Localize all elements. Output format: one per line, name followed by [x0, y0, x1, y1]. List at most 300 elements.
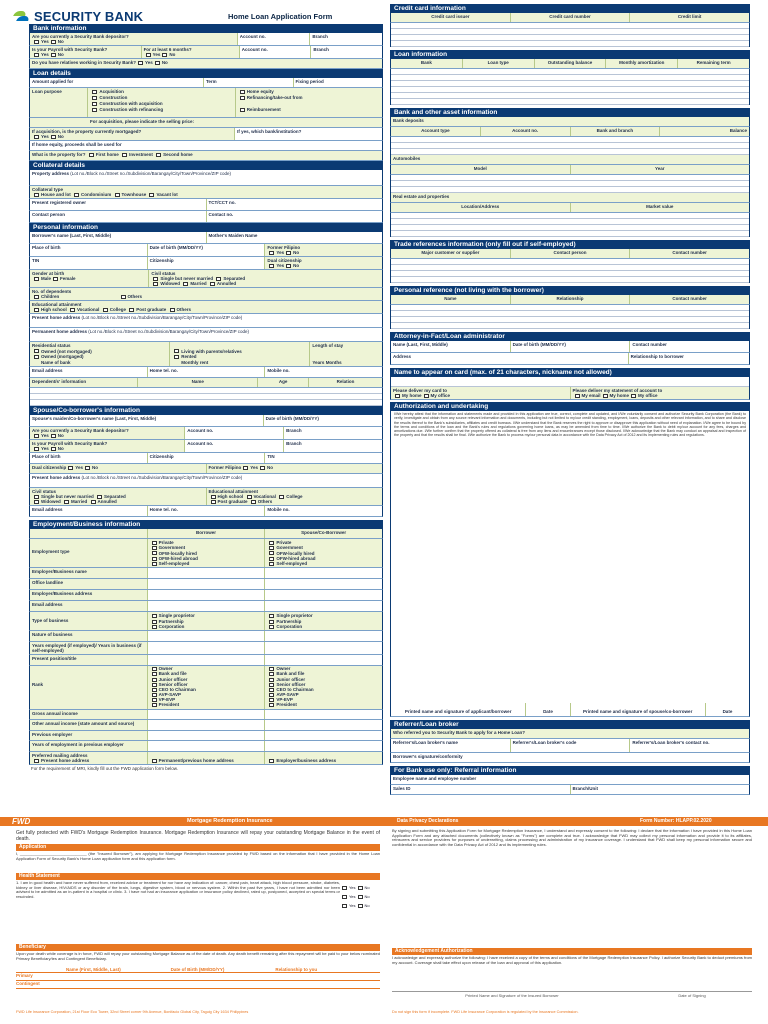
edu-checkbox[interactable]	[70, 308, 75, 312]
civil-checkbox[interactable]	[183, 282, 188, 286]
res-option: Owned (mortgaged)	[41, 354, 84, 359]
term-field[interactable]	[204, 78, 294, 87]
credit-card-lines[interactable]	[390, 23, 750, 47]
civil-option: Widowed	[160, 281, 181, 286]
position-field[interactable]	[148, 655, 266, 665]
dob-label: Date of birth (MM/DD/YY)	[149, 245, 203, 250]
position-label: Present position/title	[32, 656, 77, 662]
mobile-field[interactable]	[265, 367, 382, 377]
mailing-checkbox[interactable]	[269, 759, 274, 763]
res-checkbox[interactable]	[174, 355, 179, 359]
present-address-label: Present home address	[32, 315, 81, 320]
second-home-checkbox[interactable]	[156, 153, 161, 157]
spouse-civil-checkbox[interactable]	[34, 495, 39, 499]
loan-purpose-label: Loan purpose	[32, 89, 62, 94]
edu-checkbox[interactable]	[170, 308, 175, 312]
referrer-col[interactable]: Referrer's/Loan broker's contact no.	[630, 739, 749, 752]
attorney-name-field[interactable]	[391, 341, 511, 352]
statement-option: My office	[638, 393, 658, 398]
relatives-question: Do you have relatives working in Security Bank?	[32, 60, 137, 65]
spouse-edu-checkbox[interactable]	[247, 495, 252, 499]
date-label: Date	[543, 709, 553, 714]
emp-type-checkbox[interactable]	[269, 551, 274, 555]
edu-checkbox[interactable]	[129, 308, 134, 312]
loan-col: Monthly amortization	[606, 59, 678, 68]
loan-col: Outstanding balance	[535, 59, 607, 68]
years-label: Years	[312, 359, 325, 365]
relatives-no-checkbox[interactable]	[155, 61, 160, 65]
loan-info-lines[interactable]	[390, 69, 750, 105]
branch-unit-field[interactable]	[571, 785, 750, 794]
emp-email-field-spouse[interactable]	[265, 601, 382, 611]
spouse-account-field[interactable]	[185, 427, 284, 439]
emp-type-option: OFW-locally hired	[158, 550, 197, 556]
emp-type-checkbox[interactable]	[152, 557, 157, 561]
yes-label: Yes	[41, 52, 49, 57]
spouse-header: Spouse/Co-borrower's information	[29, 406, 383, 415]
health-yes-checkbox[interactable]	[342, 904, 347, 908]
former-filipino-yes-checkbox[interactable]	[269, 251, 274, 255]
biz-type-checkbox[interactable]	[152, 614, 157, 618]
branch-field[interactable]	[310, 33, 382, 45]
yes-label: Yes	[41, 134, 49, 139]
attorney-address-label: Address	[393, 354, 412, 359]
attorney-address-field[interactable]	[391, 353, 629, 364]
six-months-yes-checkbox[interactable]	[146, 53, 151, 57]
contact-person-label: Contact person	[32, 212, 66, 217]
borrower-col-label: Borrower	[196, 530, 217, 535]
biz-type-checkbox[interactable]	[269, 620, 274, 624]
male-label: Male	[41, 276, 52, 281]
dep-col-age: Age	[278, 379, 288, 384]
yes-label: Yes	[41, 39, 49, 44]
office-landline-field-spouse[interactable]	[265, 579, 382, 589]
rank-checkbox[interactable]	[269, 672, 274, 676]
civil-option: Married	[70, 499, 88, 504]
emp-type-checkbox[interactable]	[152, 541, 157, 545]
other-income-field[interactable]	[148, 720, 266, 730]
purpose-checkbox[interactable]	[92, 108, 97, 112]
primary-beneficiary-row[interactable]	[16, 973, 380, 981]
collateral-type-label: House and lot	[41, 192, 71, 197]
re-col: Location/Address	[391, 203, 571, 212]
ref-col: Name	[391, 295, 511, 304]
yes-label: Yes	[276, 250, 285, 255]
purpose-checkbox[interactable]	[240, 108, 245, 112]
property-address-field[interactable]	[30, 170, 382, 185]
spouse-depositor-no[interactable]	[51, 434, 56, 438]
spouse-birth-place-field[interactable]	[30, 453, 148, 463]
rank-checkbox[interactable]	[269, 683, 274, 687]
no-label: No	[92, 465, 99, 470]
nature-field-spouse[interactable]	[265, 631, 382, 641]
borrower-signature-field[interactable]	[391, 753, 749, 762]
edu-checkbox[interactable]	[34, 308, 39, 312]
rank-checkbox[interactable]	[152, 672, 157, 676]
res-status-label: Residential status	[32, 343, 71, 348]
mailing-option: Present home address	[41, 758, 90, 764]
spouse-name-field[interactable]	[30, 415, 264, 426]
reference-header: Personal reference (not living with the borrower)	[390, 286, 750, 295]
mortgaged-question: If acquisition, is the property currently mortgaged?	[32, 129, 142, 134]
res-checkbox[interactable]	[34, 355, 39, 359]
deliver-card-label: Please deliver my card to	[393, 388, 448, 393]
dependents-lines[interactable]	[29, 388, 383, 406]
other-income-field-spouse[interactable]	[265, 720, 382, 730]
health-yes-checkbox[interactable]	[342, 886, 347, 890]
position-field-spouse[interactable]	[265, 655, 382, 665]
emp-type-checkbox[interactable]	[152, 562, 157, 566]
employer-name-field-spouse[interactable]	[265, 568, 382, 578]
dep-col: Account type	[391, 127, 481, 136]
emp-type-checkbox[interactable]	[269, 546, 274, 550]
spouse-branch-field[interactable]	[284, 427, 382, 439]
emp-email-field[interactable]	[148, 601, 266, 611]
dual-no-checkbox[interactable]	[286, 264, 291, 268]
home-tel-field[interactable]	[148, 367, 266, 377]
mailing-option: Employer/business address	[276, 758, 337, 764]
civil-option: Single but never married	[41, 494, 94, 499]
yes-label: Yes	[276, 263, 285, 268]
gross-income-field-spouse[interactable]	[265, 710, 382, 719]
rank-checkbox[interactable]	[152, 703, 157, 707]
statement-office-checkbox[interactable]	[631, 394, 636, 398]
edu-option: Others	[176, 307, 192, 312]
autos-lines[interactable]	[390, 175, 750, 193]
female-checkbox[interactable]	[53, 277, 58, 281]
edu-checkbox[interactable]	[103, 308, 108, 312]
rank-option: Owner	[158, 666, 173, 672]
rank-option: CEO to Chairman	[158, 686, 196, 692]
fixing-field[interactable]	[294, 78, 383, 87]
email-field[interactable]	[30, 367, 148, 377]
amount-field[interactable]	[30, 78, 204, 87]
emp-type-option: Self-employed	[158, 561, 190, 567]
no-label: No	[57, 433, 64, 438]
spouse-dual-yes[interactable]	[68, 466, 73, 470]
prev-years-field[interactable]	[148, 741, 266, 751]
payroll-branch-field[interactable]	[311, 46, 382, 58]
children-label: Children	[41, 294, 60, 299]
equity-field[interactable]	[30, 141, 382, 150]
form-title: Home Loan Application Form	[228, 12, 333, 21]
years-employed-field[interactable]	[148, 642, 266, 654]
purpose-checkbox[interactable]	[240, 90, 245, 94]
rank-checkbox[interactable]	[269, 698, 274, 702]
spouse-edu-checkbox[interactable]	[211, 500, 216, 504]
spouse-edu-checkbox[interactable]	[251, 500, 256, 504]
collateral-type-checkbox[interactable]	[74, 193, 79, 197]
spouse-civil-checkbox[interactable]	[34, 500, 39, 504]
prev-employer-field[interactable]	[148, 731, 266, 740]
civil-status-label: Civil status	[151, 271, 176, 276]
owner-label: Present registered owner	[32, 200, 87, 205]
contact-no-field[interactable]	[207, 211, 383, 222]
res-option: Living with parents/relatives	[181, 348, 242, 354]
yes-label: Yes	[75, 465, 84, 470]
which-bank-field[interactable]	[235, 128, 382, 140]
referrer-col[interactable]: Referrer's/Loan broker's name	[391, 739, 511, 752]
loan-col: Bank	[391, 59, 463, 68]
card-name-field[interactable]	[390, 377, 750, 387]
dep-col: Balance	[729, 128, 747, 133]
sales-id-field[interactable]	[391, 785, 571, 794]
reference-lines[interactable]	[390, 305, 750, 329]
purpose-checkbox[interactable]	[92, 96, 97, 100]
depositor-yes-checkbox[interactable]	[34, 40, 39, 44]
office-landline-field[interactable]	[148, 579, 266, 589]
civil-checkbox[interactable]	[153, 282, 158, 286]
employer-address-field-spouse[interactable]	[265, 590, 382, 600]
health-no-checkbox[interactable]	[358, 895, 363, 899]
tct-field[interactable]	[207, 199, 383, 210]
cc-col: Credit limit	[677, 14, 702, 19]
purpose-checkbox[interactable]	[92, 102, 97, 106]
yes-label: Yes	[41, 446, 49, 451]
maiden-name-field[interactable]	[207, 232, 383, 243]
collateral-type-checkbox[interactable]	[115, 193, 120, 197]
mortgaged-no-checkbox[interactable]	[51, 135, 56, 139]
deliver-option: My office	[430, 393, 451, 398]
biz-type-checkbox[interactable]	[152, 625, 157, 629]
referrer-col[interactable]: Referrer's/Loan broker's code	[511, 739, 631, 752]
prev-years-field-spouse[interactable]	[265, 741, 382, 751]
years-employed-field-spouse[interactable]	[265, 642, 382, 654]
employee-field[interactable]	[391, 775, 749, 784]
mortgaged-yes-checkbox[interactable]	[34, 135, 39, 139]
attorney-dob-field[interactable]	[511, 341, 631, 352]
first-home-label: First home	[95, 152, 119, 157]
edu-option: College	[286, 494, 303, 499]
collateral-type-label: Townhouse	[121, 192, 147, 197]
emp-type-checkbox[interactable]	[152, 551, 157, 555]
contingent-beneficiary-row[interactable]	[16, 981, 380, 989]
depositor-no-checkbox[interactable]	[51, 40, 56, 44]
deliver-home-checkbox[interactable]	[395, 394, 400, 398]
loan-col: Remaining term	[696, 60, 731, 65]
investment-checkbox[interactable]	[122, 153, 127, 157]
office-landline-label: Office landline	[32, 580, 64, 586]
purpose-label: Acquisition	[99, 89, 124, 94]
emp-type-checkbox[interactable]	[269, 562, 274, 566]
gender-label: Gender at birth	[32, 271, 65, 276]
former-filipino-no-checkbox[interactable]	[286, 251, 291, 255]
spouse-ff-no[interactable]	[260, 466, 265, 470]
biz-type-checkbox[interactable]	[269, 625, 274, 629]
fwd-intro: Get fully protected with FWD's Mortgage Redemption Insurance. Mortgage Redemption Insurance will repay your outstanding Mortgage Balance in the event of death.	[16, 830, 380, 842]
card-name-header: Name to appear on card (max. of 21 characters, nickname not allowed)	[390, 368, 750, 377]
relatives-yes-checkbox[interactable]	[138, 61, 143, 65]
children-checkbox[interactable]	[34, 295, 39, 299]
gross-income-label: Gross annual income	[32, 711, 78, 717]
fwd-form-number: Form Number: HLAPP.02.2020	[640, 818, 712, 824]
present-address-field[interactable]	[30, 314, 382, 327]
health-no-checkbox[interactable]	[358, 886, 363, 890]
spouse-civil-checkbox[interactable]	[91, 500, 96, 504]
spouse-dual-no[interactable]	[85, 466, 90, 470]
attorney-relationship-field[interactable]	[629, 353, 749, 364]
rank-checkbox[interactable]	[269, 693, 274, 697]
autos-label: Automobiles	[393, 156, 421, 161]
yes-label: Yes	[349, 894, 356, 899]
spouse-present-address-field[interactable]	[30, 474, 382, 487]
home-tel-label: Home tel. no.	[149, 368, 178, 373]
emp-type-option: Private	[158, 540, 174, 545]
yes-label: Yes	[250, 465, 259, 470]
rank-option: AVP-SAVP	[158, 692, 182, 698]
rank-checkbox[interactable]	[269, 667, 274, 671]
spouse-payroll-account-field[interactable]	[185, 440, 284, 452]
spouse-depositor-yes[interactable]	[34, 434, 39, 438]
account-no-label: Account no.	[241, 47, 268, 52]
real-estate-lines[interactable]	[390, 213, 750, 237]
res-checkbox[interactable]	[174, 349, 179, 353]
emp-type-checkbox[interactable]	[269, 557, 274, 561]
branch-label: Branch	[286, 441, 302, 446]
spouse-payroll-branch-field[interactable]	[284, 440, 382, 452]
rank-checkbox[interactable]	[269, 678, 274, 682]
mailing-checkbox[interactable]	[152, 759, 157, 763]
civil-option: Separated	[223, 276, 246, 281]
deliver-office-checkbox[interactable]	[424, 394, 429, 398]
property-for-label: What is the property for?	[32, 152, 86, 157]
rank-checkbox[interactable]	[152, 678, 157, 682]
birth-place-field[interactable]	[30, 244, 148, 256]
male-checkbox[interactable]	[34, 277, 39, 281]
six-months-no-checkbox[interactable]	[162, 53, 167, 57]
collateral-type-checkbox[interactable]	[34, 193, 39, 197]
account-no-field[interactable]	[238, 33, 311, 45]
emp-type-option: OFW-hired abroad	[276, 555, 316, 561]
trade-lines[interactable]	[390, 259, 750, 283]
mobile-label: Mobile no.	[267, 368, 290, 373]
rank-checkbox[interactable]	[152, 667, 157, 671]
res-checkbox[interactable]	[34, 349, 39, 353]
borrower-name-field[interactable]	[30, 232, 207, 243]
rank-checkbox[interactable]	[152, 693, 157, 697]
biz-type-checkbox[interactable]	[269, 614, 274, 618]
address-hint: (Lot no./Block no./Street no./Subdivision/Barangay/City/Town/Province/ZIP code)	[81, 475, 243, 480]
attorney-contact-field[interactable]	[630, 341, 749, 352]
primary-label: Primary	[16, 973, 33, 978]
tin-field[interactable]	[30, 257, 148, 269]
gross-income-field[interactable]	[148, 710, 266, 719]
purpose-label: Construction	[99, 95, 128, 100]
permanent-address-field[interactable]	[30, 328, 382, 341]
education-label: Educational attainment	[32, 302, 82, 307]
first-home-checkbox[interactable]	[89, 153, 94, 157]
civil-checkbox[interactable]	[210, 282, 215, 286]
privacy-title: Data Privacy Declarations	[397, 818, 459, 824]
rank-checkbox[interactable]	[269, 703, 274, 707]
health-no-checkbox[interactable]	[358, 904, 363, 908]
permanent-address-label: Permanent home address	[32, 329, 88, 334]
emp-type-checkbox[interactable]	[269, 541, 274, 545]
owner-field[interactable]	[30, 199, 207, 210]
spouse-dob-label: Date of birth (MM/DD/YY)	[265, 416, 319, 421]
prev-employer-field-spouse[interactable]	[265, 731, 382, 740]
rank-checkbox[interactable]	[152, 688, 157, 692]
civil-checkbox[interactable]	[153, 277, 158, 281]
left-column	[29, 24, 383, 772]
present-address-label: Present home address	[32, 475, 81, 480]
branch-label: Branch	[286, 428, 302, 433]
spouse-dob-field[interactable]	[264, 415, 382, 426]
health-yes-checkbox[interactable]	[342, 895, 347, 899]
spouse-civil-checkbox[interactable]	[64, 500, 69, 504]
rank-option: CEO to Chairman	[276, 686, 314, 692]
spouse-payroll-yes[interactable]	[34, 447, 39, 451]
civil-option: Single but never married	[160, 276, 214, 281]
spouse-edu-checkbox[interactable]	[279, 495, 284, 499]
civil-option: Married	[190, 281, 207, 286]
purpose-checkbox[interactable]	[240, 96, 245, 100]
statement-label: Please deliver my statement of account to	[572, 388, 663, 393]
payroll-yes-checkbox[interactable]	[34, 53, 39, 57]
purpose-checkbox[interactable]	[92, 90, 97, 94]
others-checkbox[interactable]	[121, 295, 126, 299]
payroll-account-field[interactable]	[240, 46, 312, 58]
spouse-payroll-no[interactable]	[51, 447, 56, 451]
contact-person-field[interactable]	[30, 211, 207, 222]
health-header: Health Statement	[16, 873, 380, 880]
employer-address-field[interactable]	[148, 590, 266, 600]
spouse-edu-checkbox[interactable]	[211, 495, 216, 499]
employer-name-label: Employer/Business name	[32, 569, 87, 575]
collateral-type-checkbox[interactable]	[149, 193, 154, 197]
citizenship-field[interactable]	[148, 257, 266, 269]
mailing-checkbox[interactable]	[34, 759, 39, 763]
biz-type-option: Partnership	[276, 618, 302, 624]
spouse-ff-yes[interactable]	[243, 466, 248, 470]
rank-checkbox[interactable]	[152, 698, 157, 702]
account-no-label: Account no.	[187, 428, 214, 433]
deposits-lines[interactable]	[390, 137, 750, 155]
fwd-logo: FWD	[12, 817, 31, 826]
payroll-no-checkbox[interactable]	[51, 53, 56, 57]
no-label: No	[364, 885, 370, 890]
email-label: Email address	[32, 507, 63, 512]
years-employed-label: Years employed (if employed)/ Years in business (if self-employed)	[32, 643, 142, 654]
rank-option: Bank and file	[158, 671, 187, 677]
emp-type-checkbox[interactable]	[152, 546, 157, 550]
rank-checkbox[interactable]	[152, 683, 157, 687]
nature-field[interactable]	[148, 631, 266, 641]
employer-name-field[interactable]	[148, 568, 266, 578]
attorney-name-label: Name (Last, First, Middle)	[393, 342, 448, 347]
ben-col: Relationship to you	[275, 967, 318, 972]
spouse-citizenship-field[interactable]	[148, 453, 266, 463]
birth-place-label: Place of birth	[32, 245, 61, 250]
right-column	[390, 4, 750, 795]
investment-label: Investment	[129, 152, 153, 157]
spouse-mobile-field[interactable]	[265, 506, 382, 516]
ben-col: Name (First, Middle, Last)	[66, 967, 121, 972]
spouse-email-field[interactable]	[30, 506, 148, 516]
dob-field[interactable]	[148, 244, 266, 256]
dual-yes-checkbox[interactable]	[269, 264, 274, 268]
rank-option: Owner	[276, 666, 291, 672]
spouse-tin-field[interactable]	[265, 453, 382, 463]
statement-email-checkbox[interactable]	[575, 394, 580, 398]
statement-home-checkbox[interactable]	[603, 394, 608, 398]
biz-type-checkbox[interactable]	[152, 620, 157, 624]
civil-status-label: Civil status	[32, 489, 57, 494]
female-label: Female	[60, 276, 76, 281]
rank-option: Junior officer	[158, 676, 188, 682]
spouse-home-tel-field[interactable]	[148, 506, 266, 516]
rank-checkbox[interactable]	[269, 688, 274, 692]
